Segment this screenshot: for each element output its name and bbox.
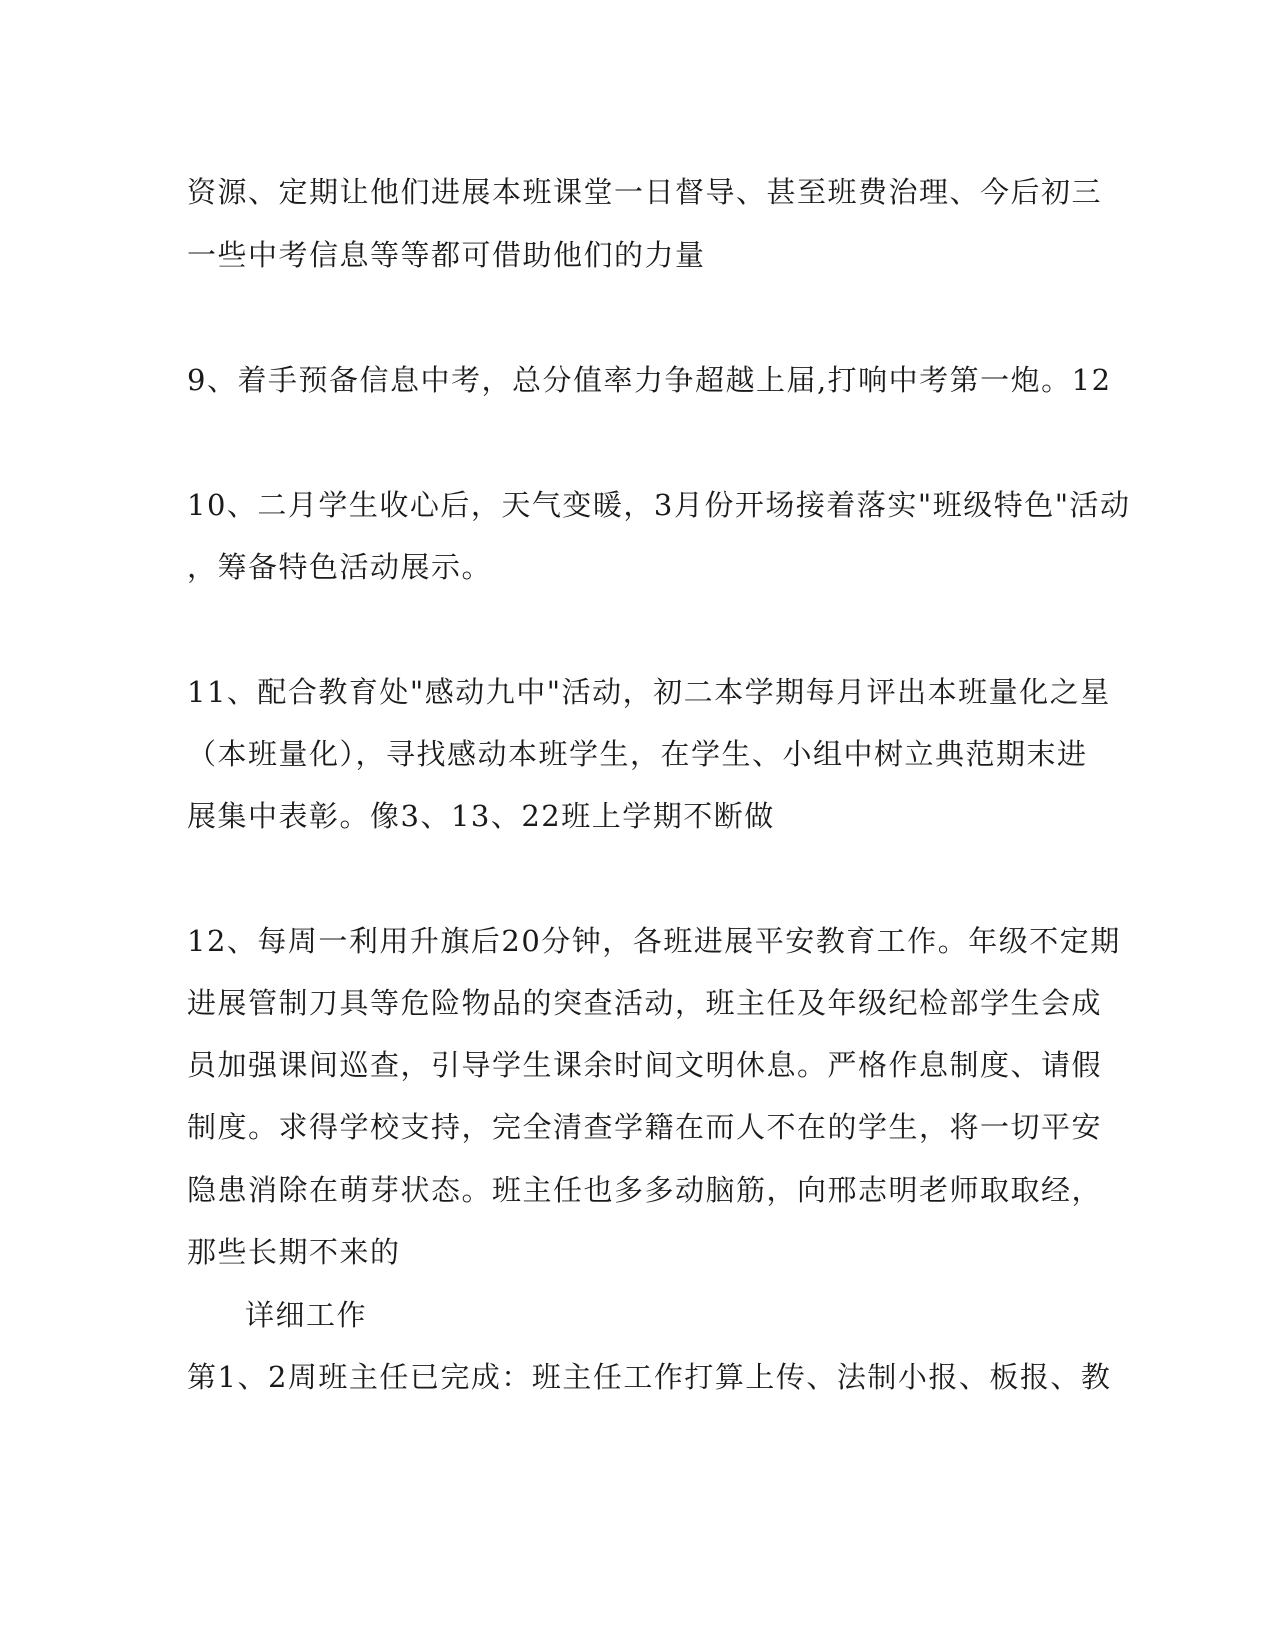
section-heading: 详细工作 (245, 1298, 368, 1332)
item-12-line-1: 12、每周一利用升旗后20分钟，各班进展平安教育工作。年级不定期 (187, 924, 1121, 958)
item-11-line-3: 展集中表彰。像3、13、22班上学期不断做 (187, 799, 775, 833)
item-12-line-5: 隐患消除在萌芽状态。班主任也多多动脑筋，向邢志明老师取取经， (187, 1173, 1103, 1207)
item-10-line-2: ，筹备特色活动展示。 (187, 550, 493, 584)
item-10-line-1: 10、二月学生收心后，天气变暖，3月份开场接着落实"班级特色"活动 (187, 488, 1131, 522)
item-11-line-1: 11、配合教育处"感动九中"活动，初二本学期每月评出本班量化之星 (187, 675, 1111, 709)
item-9-line-1: 9、着手预备信息中考，总分值率力争超越上届,打响中考第一炮。12 (187, 363, 1112, 397)
text-line-2: 一些中考信息等等都可借助他们的力量 (187, 238, 706, 272)
text-line-1: 资源、定期让他们进展本班课堂一日督导、甚至班费治理、今后初三 (187, 175, 1103, 209)
item-12-line-3: 员加强课间巡查，引导学生课余时间文明休息。严格作息制度、请假 (187, 1048, 1103, 1082)
weeks-line-1: 第1、2周班主任已完成：班主任工作打算上传、法制小报、板报、教 (187, 1360, 1112, 1394)
item-11-line-2: （本班量化），寻找感动本班学生，在学生、小组中树立典范期末进 (187, 737, 1088, 771)
item-12-line-2: 进展管制刀具等危险物品的突查活动，班主任及年级纪检部学生会成 (187, 986, 1103, 1020)
item-12-line-6: 那些长期不来的 (187, 1235, 401, 1269)
item-12-line-4: 制度。求得学校支持，完全清查学籍在而人不在的学生，将一切平安 (187, 1110, 1103, 1144)
